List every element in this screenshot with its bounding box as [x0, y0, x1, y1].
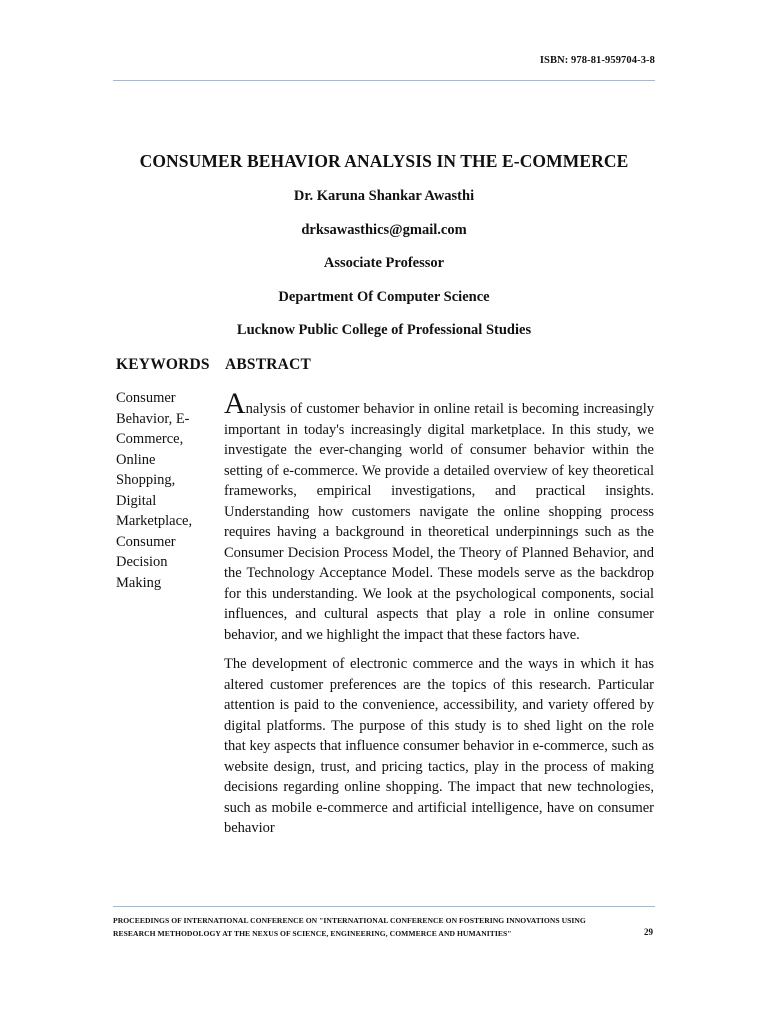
footer-line-2: RESEARCH METHODOLOGY AT THE NEXUS OF SCIENCE, ENGINEERING, COMMERCE AND HUMANITIES": [113, 929, 512, 938]
footer-proceedings: [113, 914, 633, 940]
paper-title: CONSUMER BEHAVIOR ANALYSIS IN THE E-COMMERCE: [139, 151, 629, 171]
author-institution: Lucknow Public College of Professional Studies: [236, 322, 532, 338]
footer-divider: [113, 906, 655, 907]
abstract-heading: ABSTRACT: [225, 356, 312, 373]
abstract-paragraph-1-text: nalysis of customer behavior in online retail is becoming increasingly important in today's increasingly digital marketplace. In this study, we investigate the ever-changing world of consumer behavior within the setting of e-commerce. We provide a detailed overview of key theoretical frameworks, empirical investigations, and practical insights. Understanding how customers navigate the online shopping process requires having a background in theoretical underpinnings such as the Consumer Decision Process Model, the Theory of Planned Behavior, and the Technology Acceptance Model. These models serve as the backdrop for this understanding. We look at the psychological components, social influences, and cultural aspects that play a role in online consumer behavior, and we highlight the impact that these factors have.: [224, 401, 654, 643]
keyword-line: Making: [116, 574, 162, 591]
author-name: Dr. Karuna Shankar Awasthi: [293, 188, 475, 204]
drop-cap: A: [224, 387, 246, 420]
keywords-list: [116, 388, 216, 593]
header-divider: [113, 80, 655, 81]
keyword-line: Digital: [116, 492, 157, 509]
abstract-body: [224, 387, 654, 839]
keyword-line: Consumer: [116, 390, 176, 406]
author-email: drksawasthics@gmail.com: [301, 222, 467, 238]
keyword-line: Decision: [116, 554, 168, 570]
footer-line-1: PROCEEDINGS OF INTERNATIONAL CONFERENCE ON "INTERNATIONAL CONFERENCE ON FOSTERING INNOVATIONS USING: [113, 916, 586, 925]
keyword-line: Shopping,: [116, 472, 176, 488]
keyword-line: Behavior, E-: [116, 410, 190, 427]
keyword-line: Marketplace,: [116, 513, 193, 529]
keywords-heading: KEYWORDS: [116, 356, 210, 373]
abstract-paragraph-2: The development of electronic commerce and the ways in which it has altered customer preferences are the topics of this research. Particular attention is paid to the convenience, accessibility, and variety offered by digital platforms. The purpose of this study is to shed light on the role that key aspects that influence consumer behavior in e-commerce, such as website design, trust, and pricing tactics, play in the process of making decisions regarding online shopping. The impact that new technologies, such as mobile e-commerce and artificial intelligence, have on consumer behavior: [224, 656, 654, 836]
abstract-paragraph-1: [224, 387, 654, 645]
isbn-label: ISBN: 978-81-959704-3-8: [539, 55, 655, 66]
page-number: 29: [644, 927, 653, 937]
keyword-line: Consumer: [116, 533, 176, 550]
author-position: Associate Professor: [323, 255, 445, 271]
keyword-line: Commerce,: [116, 431, 184, 447]
author-department: Department Of Computer Science: [278, 289, 490, 305]
keyword-line: Online: [116, 451, 156, 468]
